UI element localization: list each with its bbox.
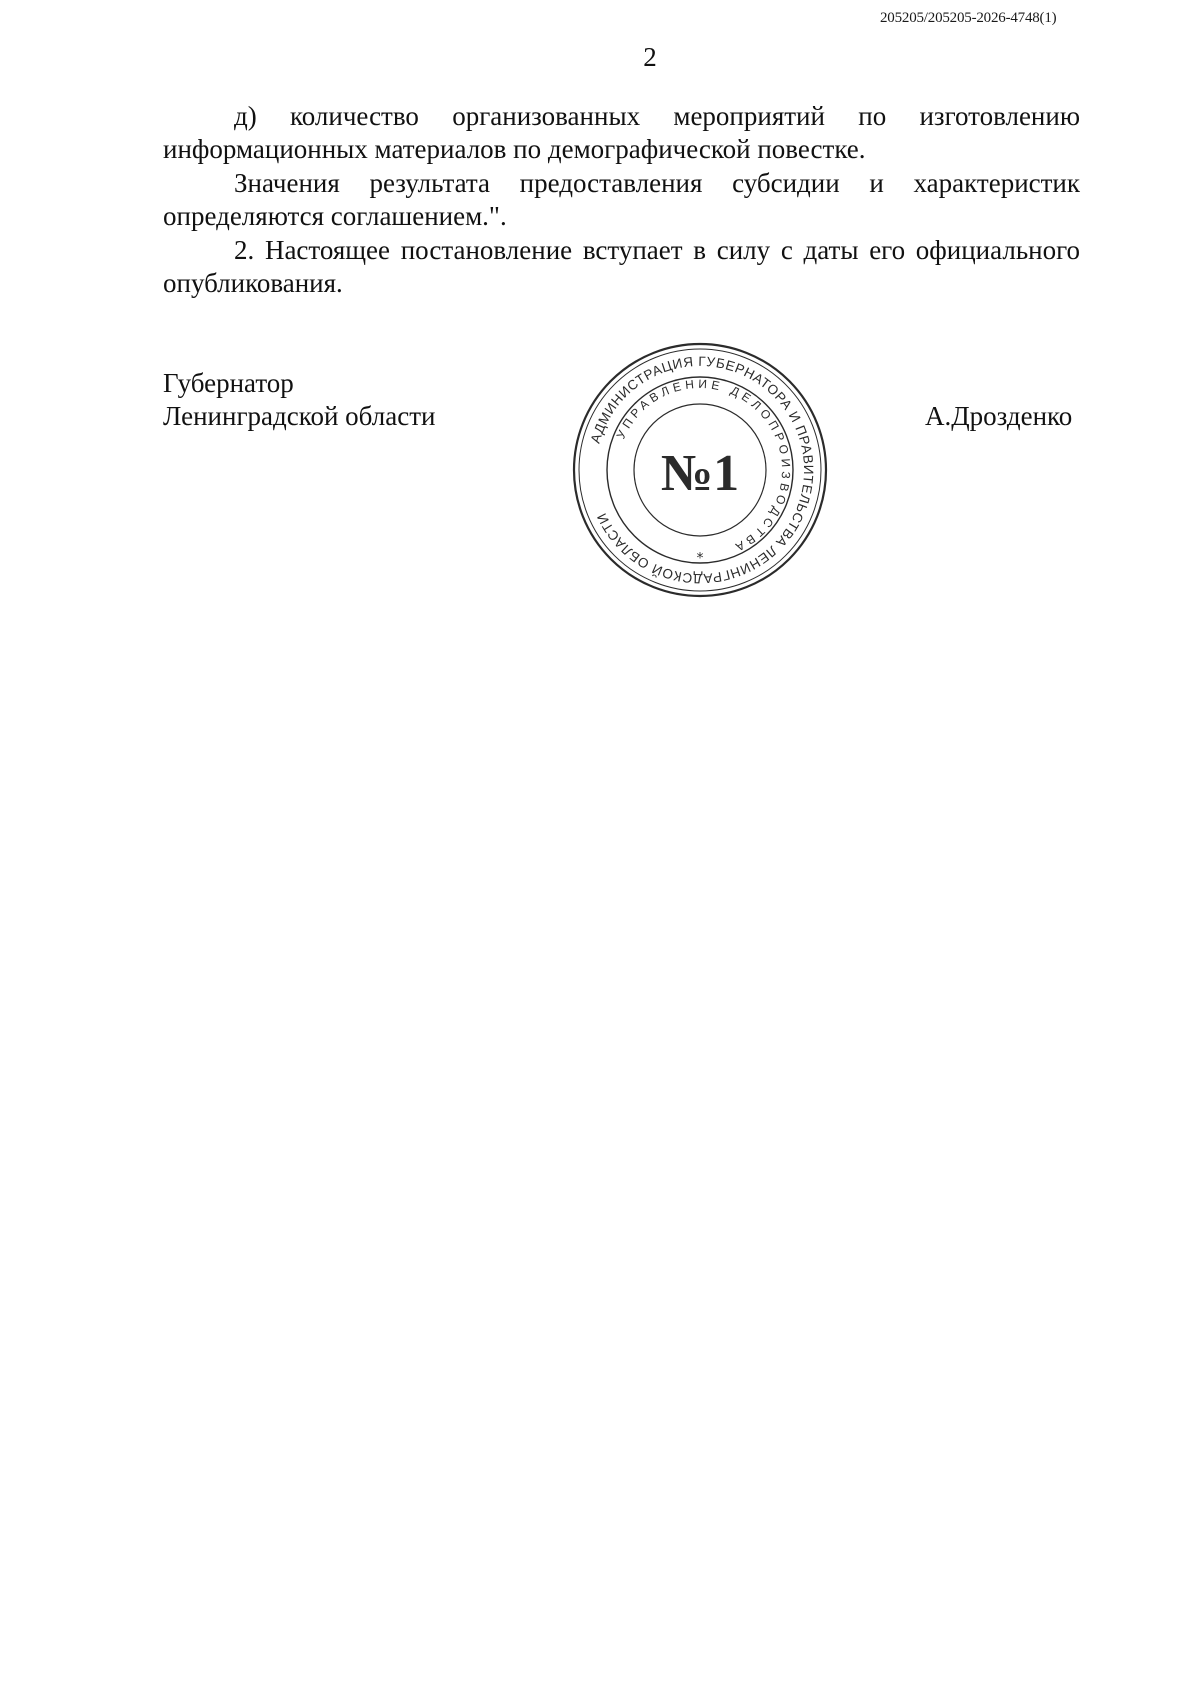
document-body	[163, 100, 1080, 301]
page-number: 2	[643, 42, 657, 72]
signer-title	[163, 367, 435, 433]
seal-outer-text: АДМИНИСТРАЦИЯ ГУБЕРНАТОРА И ПРАВИТЕЛЬСТВА ЛЕНИНГРАДСКОЙ ОБЛАСТИ	[587, 353, 817, 587]
seal-star-icon: ⁎	[696, 546, 704, 562]
seal-number: №1	[660, 445, 740, 502]
seal-graphic	[570, 340, 830, 600]
paragraph-result-values: Значения результата предоставления субсидии и характеристик определяются соглашением.".	[163, 168, 1080, 231]
paragraph-entry-into-force: 2. Настоящее постановление вступает в силу с даты его официального опубликования.	[163, 235, 1080, 298]
seal-inner-text: УПРАВЛЕНИЕ ДЕЛОПРОИЗВОДСТВА	[613, 376, 794, 556]
paragraph-subitem-d: д) количество организованных мероприятий по изготовлению информационных материалов по демографической повестке.	[163, 101, 1080, 164]
signer-title-line-2: Ленинградской области	[163, 401, 436, 431]
signer-name: А.Дрозденко	[925, 401, 1073, 431]
signer-title-line-1: Губернатор	[163, 368, 294, 398]
document-id: 205205/205205-2026-4748(1)	[880, 10, 1057, 26]
official-seal-stamp	[570, 340, 830, 600]
